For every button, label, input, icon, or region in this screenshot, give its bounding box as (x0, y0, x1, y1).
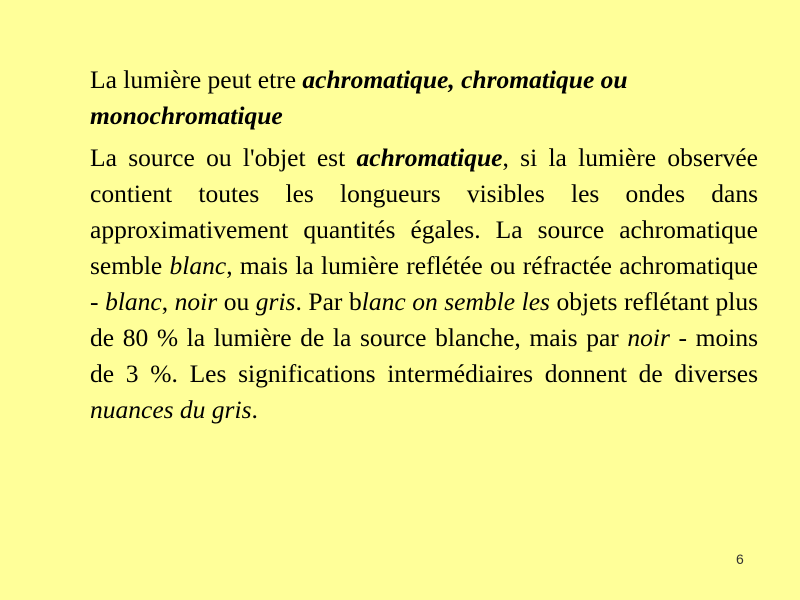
def-text-9: . (251, 395, 258, 424)
page-number: 6 (736, 551, 744, 567)
def-text-8: - moins de 3 %. Les significations intermédiaires donnent de diverses (90, 323, 758, 388)
def-italic-lanc: lanc on semble les (361, 287, 550, 316)
def-italic-gris: gris (255, 287, 296, 316)
def-text-6: . Par b (295, 287, 362, 316)
intro-text: La lumière peut etre (90, 65, 303, 94)
intro-emphasis: achromatique, chromatique ou monochromatique (90, 65, 628, 130)
def-italic-nuances: nuances du gris (90, 395, 252, 424)
def-text-1: La source ou l'objet est (90, 143, 357, 172)
intro-paragraph (90, 62, 758, 134)
slide-content (90, 62, 758, 428)
def-text-5: ou (217, 287, 256, 316)
def-italic-noir-2: noir (627, 323, 670, 352)
def-text-4: , (161, 287, 175, 316)
definition-paragraph (90, 140, 758, 428)
def-text-2: , si la lumière observée contient toutes les longueurs visibles les ondes dans approximativement quantités égales. La source achromatique semble (90, 143, 758, 280)
def-italic-blanc-1: blanc (169, 251, 227, 280)
def-italic-blanc-2: blanc (105, 287, 162, 316)
def-term-achromatique: achromatique (356, 143, 503, 172)
def-text-7: objets reflétant plus de 80 % la lumière de la source blanche, mais par (90, 287, 758, 352)
def-text-3: , mais la lumière reflétée ou réfractée achromatique - (90, 251, 759, 316)
def-italic-noir-1: noir (174, 287, 218, 316)
